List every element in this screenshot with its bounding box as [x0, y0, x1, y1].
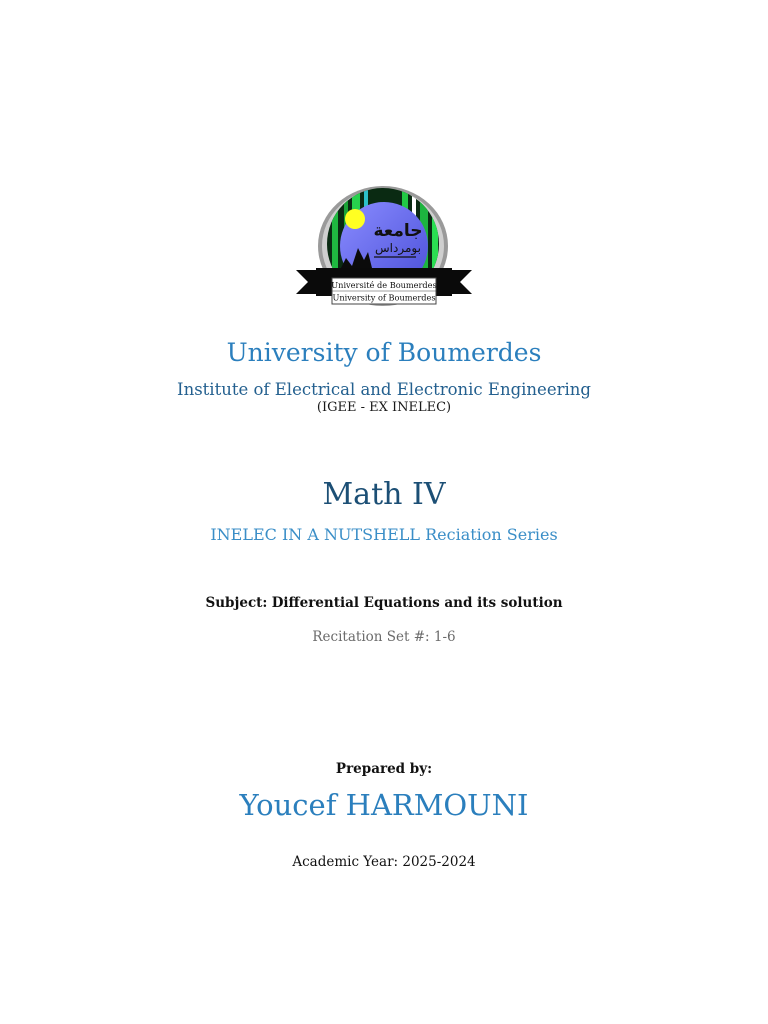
subject-value: Differential Equations and its solution [271, 595, 563, 611]
logo-arabic-line1: جامعة [373, 221, 423, 241]
logo-label-en: University of Boumerdes [332, 292, 436, 303]
sun-icon [345, 209, 365, 229]
prepared-by-label: Prepared by: [335, 761, 433, 777]
institute-abbreviation: (IGEE - EX INELEC) [316, 400, 452, 415]
logo-label-fr: Université de Boumerdes [331, 280, 437, 290]
institute-name: Institute of Electrical and Electronic Engineering [177, 380, 591, 399]
subject-label: Subject: [205, 595, 268, 611]
academic-year: Academic Year: 2025-2024 [292, 854, 476, 870]
author-name: Youcef HARMOUNI [239, 788, 529, 822]
university-name: University of Boumerdes [226, 338, 542, 367]
university-seal-icon [294, 186, 474, 310]
logo-arabic-line2: بومرداس [375, 241, 421, 255]
course-title: Math IV [322, 477, 446, 512]
recitation-set: Recitation Set #: 1-6 [312, 629, 456, 645]
university-logo [294, 186, 474, 310]
subject-line [0, 597, 768, 611]
series-name: INELEC IN A NUTSHELL Reciation Series [210, 525, 558, 544]
